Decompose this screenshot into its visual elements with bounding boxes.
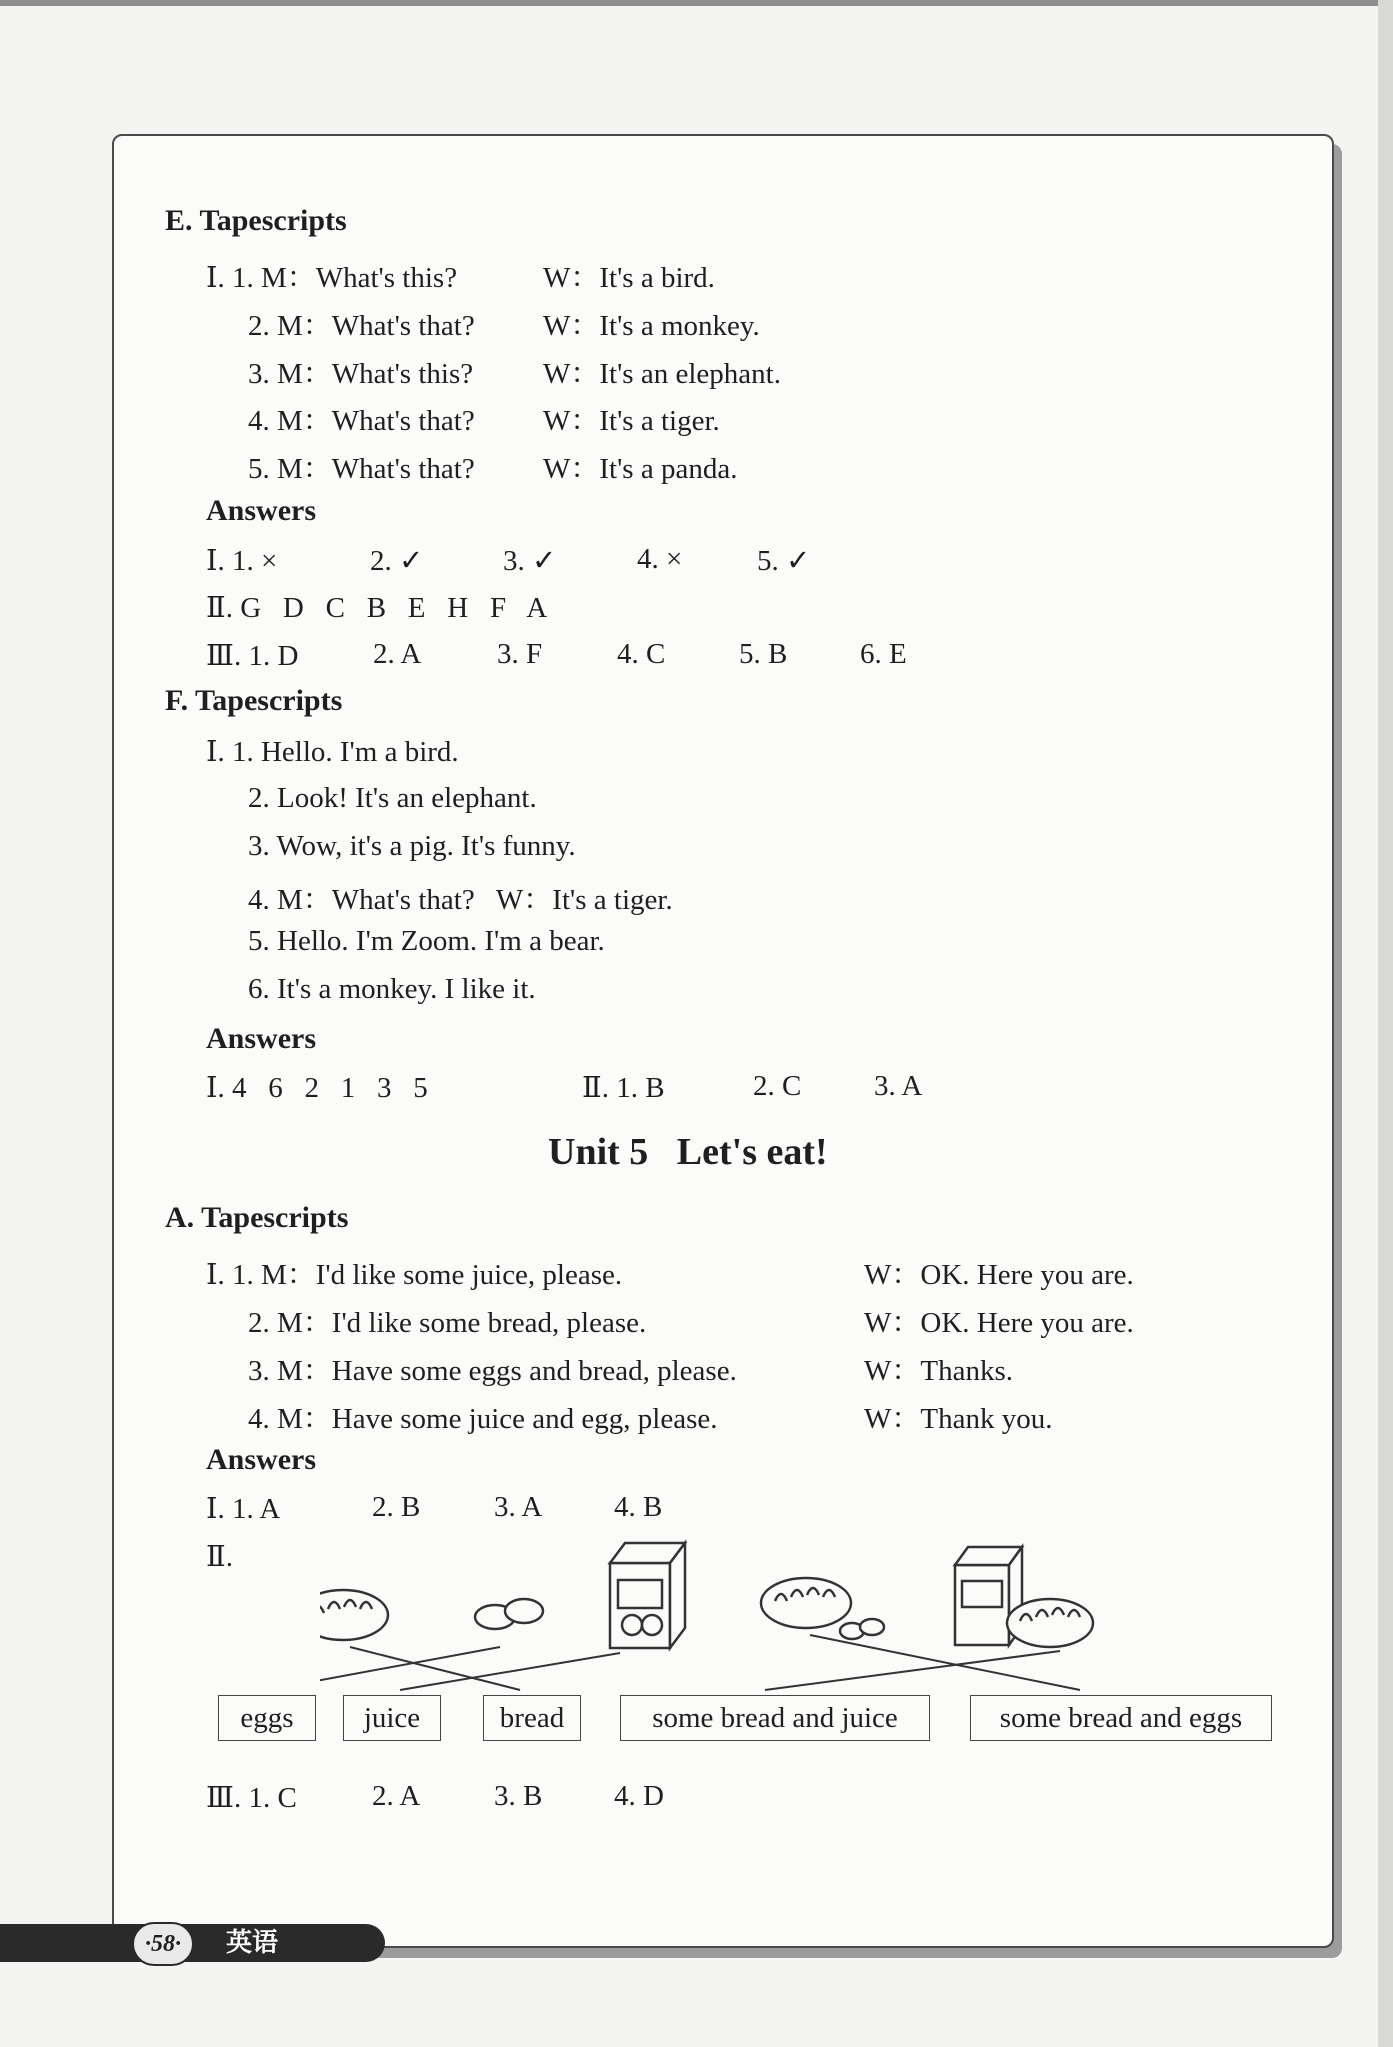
- f-answers-heading: Answers: [206, 1022, 316, 1055]
- f-line-2: 2. Look! It's an elephant.: [248, 782, 537, 814]
- a-ans1-a: Ⅰ. 1. A: [206, 1493, 281, 1525]
- bread-1-icon: [320, 1590, 388, 1640]
- a-ans1-d: 4. B: [614, 1491, 663, 1523]
- a-line-4-reply: W：Thank you.: [864, 1403, 1053, 1435]
- option-bread-and-juice: some bread and juice: [620, 1695, 930, 1741]
- e-ans3-d: 4. C: [617, 638, 666, 670]
- e-line-5-reply: W：It's a panda.: [543, 453, 738, 485]
- e-ans1-e: 5. ✓: [757, 545, 811, 577]
- a-ans1-c: 3. A: [494, 1491, 543, 1523]
- e-heading: E. Tapescripts: [165, 204, 347, 237]
- a-line-1-label: Ⅰ. 1. M：I'd like some juice, please.: [206, 1259, 623, 1291]
- a-line-3-label: 3. M：Have some eggs and bread, please.: [248, 1355, 737, 1387]
- e-ans3-c: 3. F: [497, 638, 543, 670]
- bread-3-icon: [1007, 1599, 1093, 1647]
- e-ans1-b: 2. ✓: [370, 545, 424, 577]
- a-ans3-c: 3. B: [494, 1780, 543, 1812]
- a-ans3-d: 4. D: [614, 1780, 664, 1812]
- e-line-2-label: 2. M：What's that?: [248, 310, 475, 342]
- f-ans1: Ⅰ. 4 6 2 1 3 5: [206, 1072, 428, 1104]
- subject-label: 英语: [226, 1928, 279, 1958]
- a-ans1-b: 2. B: [372, 1491, 421, 1523]
- option-juice: juice: [343, 1695, 441, 1741]
- bread-2-icon: [761, 1578, 851, 1628]
- e-answers-heading: Answers: [206, 494, 316, 527]
- a-ans3-a: Ⅲ. 1. C: [206, 1782, 297, 1814]
- e-line-2-reply: W：It's a monkey.: [543, 310, 760, 342]
- e-line-3-reply: W：It's an elephant.: [543, 358, 781, 390]
- f-line-1: Ⅰ. 1. Hello. I'm a bird.: [206, 736, 459, 768]
- option-bread: bread: [483, 1695, 581, 1741]
- f-line-5: 5. Hello. I'm Zoom. I'm a bear.: [248, 925, 605, 957]
- e-ans3-e: 5. B: [739, 638, 788, 670]
- a-line-2-label: 2. M：I'd like some bread, please.: [248, 1307, 647, 1339]
- f-ans2-a: Ⅱ. 1. B: [582, 1072, 665, 1104]
- e-line-3-label: 3. M：What's this?: [248, 358, 474, 390]
- a-line-1-reply: W：OK. Here you are.: [864, 1259, 1134, 1291]
- f-ans2-c: 3. A: [874, 1070, 923, 1102]
- e-line-5-label: 5. M：What's that?: [248, 453, 475, 485]
- f-line-4: 4. M：What's that? W：It's a tiger.: [248, 884, 673, 916]
- e-ans2: Ⅱ. G D C B E H F A: [206, 592, 548, 624]
- egg-4-icon: [860, 1619, 884, 1635]
- f-line-6: 6. It's a monkey. I like it.: [248, 973, 536, 1005]
- a-heading: A. Tapescripts: [165, 1201, 349, 1234]
- a-line-4-label: 4. M：Have some juice and egg, please.: [248, 1403, 718, 1435]
- a-line-3-reply: W：Thanks.: [864, 1355, 1013, 1387]
- e-line-1-reply: W：It's a bird.: [543, 262, 715, 294]
- f-line-3: 3. Wow, it's a pig. It's funny.: [248, 830, 576, 862]
- e-line-1-label: Ⅰ. 1. M：What's this?: [206, 262, 458, 294]
- e-line-4-reply: W：It's a tiger.: [543, 405, 720, 437]
- e-line-4-label: 4. M：What's that?: [248, 405, 475, 437]
- f-heading: F. Tapescripts: [165, 684, 343, 717]
- egg-2-icon: [505, 1599, 543, 1623]
- e-ans1-c: 3. ✓: [503, 545, 557, 577]
- page-number: ·58·: [132, 1922, 194, 1966]
- e-ans3-a: Ⅲ. 1. D: [206, 640, 299, 672]
- matching-illustration: [320, 1535, 1280, 1710]
- e-ans3-f: 6. E: [860, 638, 907, 670]
- e-ans1-d: 4. ×: [637, 543, 683, 575]
- option-eggs: eggs: [218, 1695, 316, 1741]
- unit-title: Unit 5 Let's eat!: [548, 1131, 828, 1173]
- a-line-2-reply: W：OK. Here you are.: [864, 1307, 1134, 1339]
- option-bread-and-eggs: some bread and eggs: [970, 1695, 1272, 1741]
- right-edge: [1378, 0, 1393, 2047]
- a-ans2-label: Ⅱ.: [206, 1541, 233, 1573]
- a-ans3-b: 2. A: [372, 1780, 421, 1812]
- e-ans1-a: Ⅰ. 1. ×: [206, 545, 278, 577]
- e-ans3-b: 2. A: [373, 638, 422, 670]
- a-answers-heading: Answers: [206, 1443, 316, 1476]
- top-edge: [0, 0, 1393, 6]
- f-ans2-b: 2. C: [753, 1070, 802, 1102]
- juice-carton-1-icon: [610, 1543, 685, 1648]
